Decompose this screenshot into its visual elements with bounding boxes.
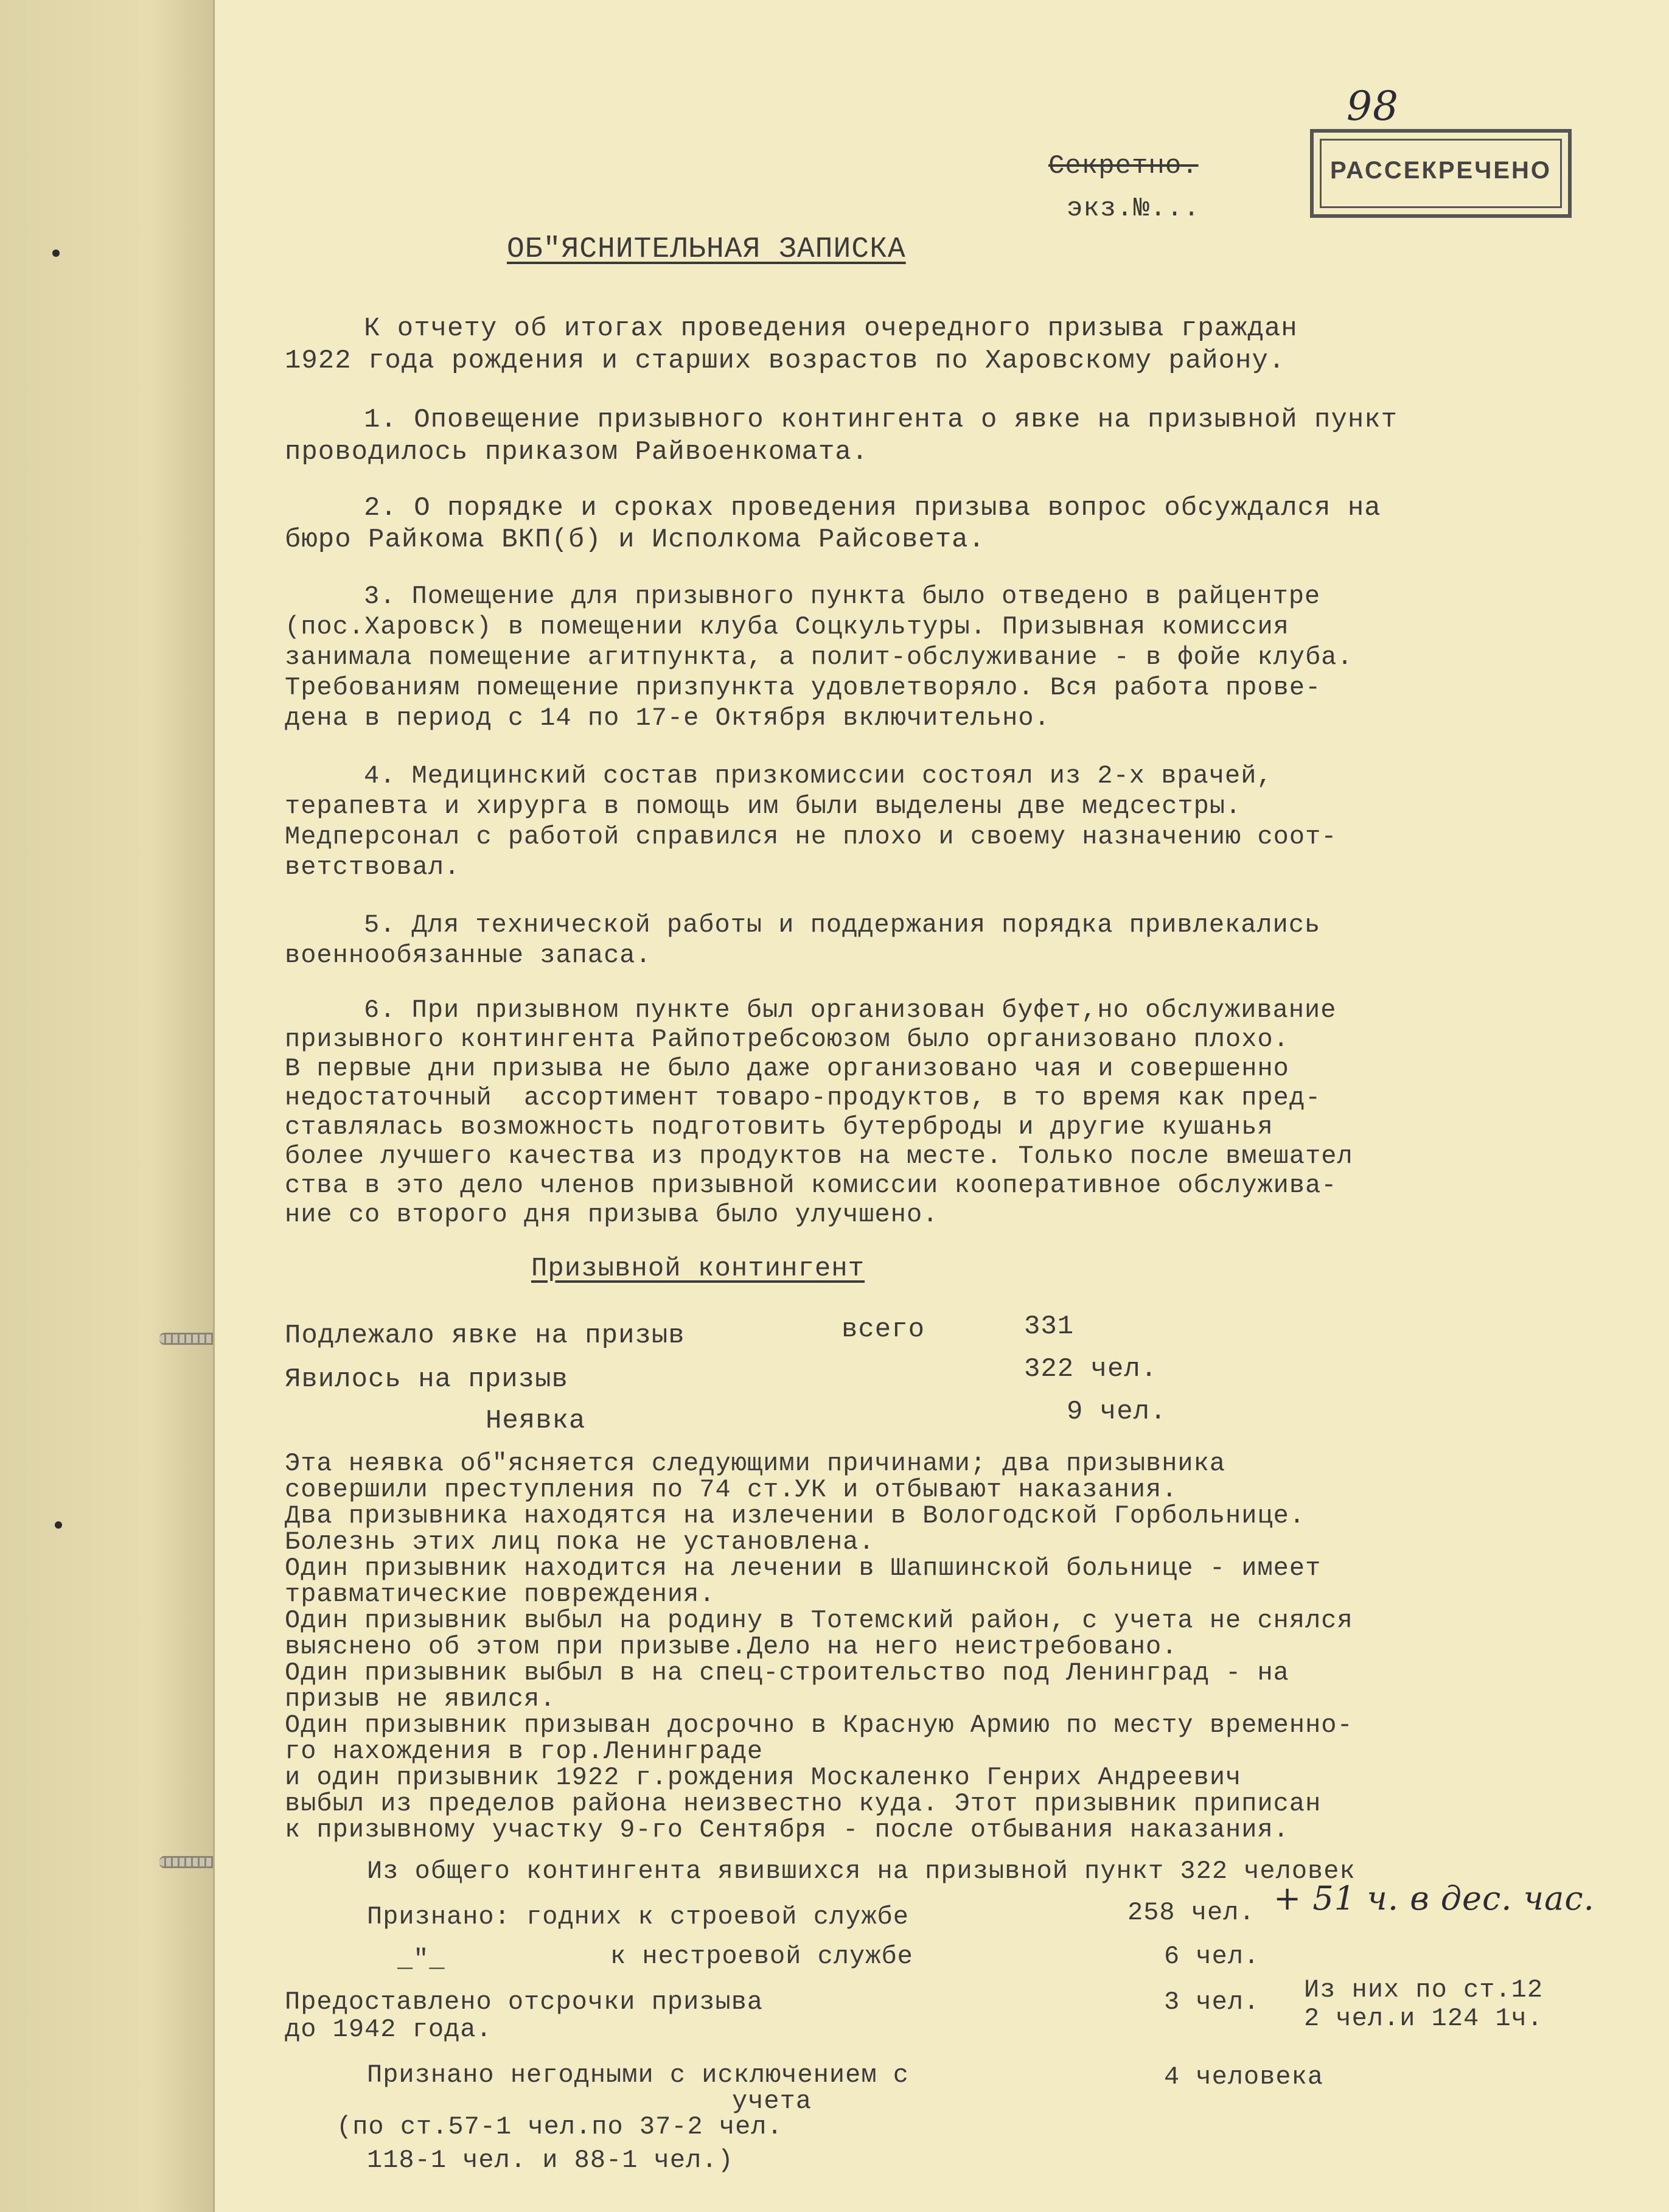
paragraph-line: ства в это дело членов призывной комиссии кооперативное обслужива- <box>285 1171 1337 1200</box>
classification-mark: Секретно. <box>1048 151 1199 181</box>
unfit-detail: 118-1 чел. и 88-1 чел.) <box>367 2146 734 2175</box>
paragraph-line: 3. Помещение для призывного пункта было отведено в райцентре <box>364 582 1321 611</box>
paragraph-line: недостаточный ассортимент товаро-продуктов, в то время как пред- <box>285 1083 1322 1112</box>
contingent-heading: Призывной контингент <box>531 1254 865 1284</box>
page-number: 98 <box>1347 83 1399 130</box>
stat-value: 9 чел. <box>1067 1397 1167 1427</box>
nonline-label: к нестроевой службе <box>610 1942 913 1971</box>
paragraph-line: дена в период с 14 по 17-е Октября включительно. <box>285 703 1050 733</box>
absence-line: Один призывник находится на лечении в Шапшинской больнице - имеет <box>285 1554 1322 1583</box>
results-intro: Из общего контингента явившихся на призывной пункт 322 человек <box>367 1857 1356 1886</box>
paragraph-line: занимала помещение агитпункта, а полит-обслуживание - в фойе клуба. <box>285 643 1353 672</box>
stat-value: 331 <box>1024 1311 1075 1342</box>
deferral-label: Предоставлено отсрочки призыва <box>285 1987 764 2017</box>
binder-edge <box>0 0 213 2212</box>
stat-label: Неявка <box>486 1406 586 1436</box>
unfit-value: 4 человека <box>1164 2062 1324 2092</box>
paragraph-line: проводилось приказом Райвоенкомата. <box>285 437 869 467</box>
absence-line: выяснено об этом при призыве.Дело на него неистребовано. <box>285 1632 1178 1661</box>
fit-value: 258 чел. <box>1127 1898 1255 1927</box>
stat-label: Подлежало явке на призыв <box>285 1321 685 1351</box>
paragraph-line: 5. Для технической работы и поддержания порядка привлекались <box>364 910 1321 940</box>
fit-handwritten-note: + 51 ч. в дес. час. <box>1274 1879 1595 1917</box>
paragraph-line: 4. Медицинский состав призкомиссии состоял из 2-х врачей, <box>364 761 1273 790</box>
subtitle-line: К отчету об итогах проведения очередного призыва граждан <box>364 313 1298 344</box>
absence-line: совершили преступления по 74 ст.УК и отбывают наказания. <box>285 1475 1178 1504</box>
stat-label: Явилось на призыв <box>285 1364 568 1395</box>
paragraph-line: Медперсонал с работой справился не плохо и своему назначению соот- <box>285 822 1337 851</box>
nonline-prefix: _"_ <box>397 1945 445 1974</box>
paragraph-line: Требованиям помещение призпункта удовлетворяло. Вся работа прове- <box>285 673 1322 702</box>
paragraph-line: военнообязанные запаса. <box>285 941 652 970</box>
deferral-note: 2 чел.и 124 1ч. <box>1304 2004 1544 2033</box>
stat-sub: всего <box>841 1314 925 1345</box>
paragraph-line: ние со второго дня призыва было улучшено. <box>285 1200 939 1229</box>
absence-line: к призывному участку 9-го Сентября - после отбывания наказания. <box>285 1815 1289 1844</box>
paragraph-line: терапевта и хирурга в помощь им были выделены две медсестры. <box>285 792 1242 821</box>
absence-line: Два призывника находятся на излечении в Вологодской Горбольнице. <box>285 1501 1306 1530</box>
absence-line: травматические повреждения. <box>285 1580 716 1609</box>
copy-number: экз.№... <box>1067 194 1200 224</box>
paragraph-line: 1. Оповещение призывного контингента о явке на призывной пункт <box>364 405 1398 435</box>
absence-line: Один призывник выбыл в на спец-строительство под Ленинград - на <box>285 1658 1289 1687</box>
paragraph-line: призывного контингента Райпотребсоюзом было организовано плохо. <box>285 1025 1289 1054</box>
paragraph-line: В первые дни призыва не было даже организовано чая и совершенно <box>285 1054 1289 1083</box>
subtitle-line: 1922 года рождения и старших возрастов по Харовскому району. <box>285 346 1286 376</box>
document-page <box>213 0 1669 2212</box>
paragraph-line: ветствовал. <box>285 853 461 882</box>
document-title: ОБ"ЯСНИТЕЛЬНАЯ ЗАПИСКА <box>507 233 906 266</box>
paragraph-line: более лучшего качества из продуктов на месте. Только после вмешател <box>285 1142 1353 1171</box>
deferral-value: 3 чел. <box>1164 1987 1260 2017</box>
deferral-note: Из них по ст.12 <box>1304 1975 1544 2004</box>
unfit-detail: (по ст.57-1 чел.по 37-2 чел. <box>336 2112 783 2141</box>
absence-line: Болезнь этих лиц пока не установлена. <box>285 1527 875 1557</box>
absence-line: Эта неявка об"ясняется следующими причинами; два призывника <box>285 1449 1226 1478</box>
paragraph-line: 6. При призывном пункте был организован буфет,но обслуживание <box>364 996 1337 1025</box>
nonline-value: 6 чел. <box>1164 1942 1260 1971</box>
paragraph-line: 2. О порядке и сроках проведения призыва вопрос обсуждался на <box>364 493 1381 523</box>
absence-line: го нахождения в гор.Ленинграде <box>285 1737 764 1766</box>
absence-line: выбыл из пределов района неизвестно куда. Этот призывник приписан <box>285 1789 1322 1818</box>
binder-hole <box>52 249 60 257</box>
absence-line: Один призывник призыван досрочно в Красную Армию по месту временно- <box>285 1711 1353 1740</box>
paragraph-line: (пос.Харовск) в помещении клуба Соцкультуры. Призывная комиссия <box>285 612 1289 641</box>
stat-value: 322 чел. <box>1024 1354 1158 1384</box>
stamp-text: РАССЕКРЕЧЕНО <box>1329 157 1552 184</box>
unfit-label: Признано негодными с исключением с <box>367 2060 909 2090</box>
absence-line: и один призывник 1922 г.рождения Москаленко Генрих Андреевич <box>285 1763 1242 1792</box>
unfit-label: учета <box>732 2087 812 2116</box>
binder-hole <box>55 1521 62 1529</box>
absence-line: Один призывник выбыл на родину в Тотемский район, с учета не снялся <box>285 1606 1353 1635</box>
deferral-label: до 1942 года. <box>285 2015 492 2044</box>
declassified-stamp <box>1310 129 1572 218</box>
fit-label: Признано: годних к строевой службе <box>367 1902 909 1931</box>
paragraph-line: бюро Райкома ВКП(б) и Исполкома Райсовета. <box>285 525 985 555</box>
paragraph-line: ставлялась возможность подготовить бутерброды и другие кушанья <box>285 1112 1274 1142</box>
absence-line: призыв не явился. <box>285 1684 556 1714</box>
